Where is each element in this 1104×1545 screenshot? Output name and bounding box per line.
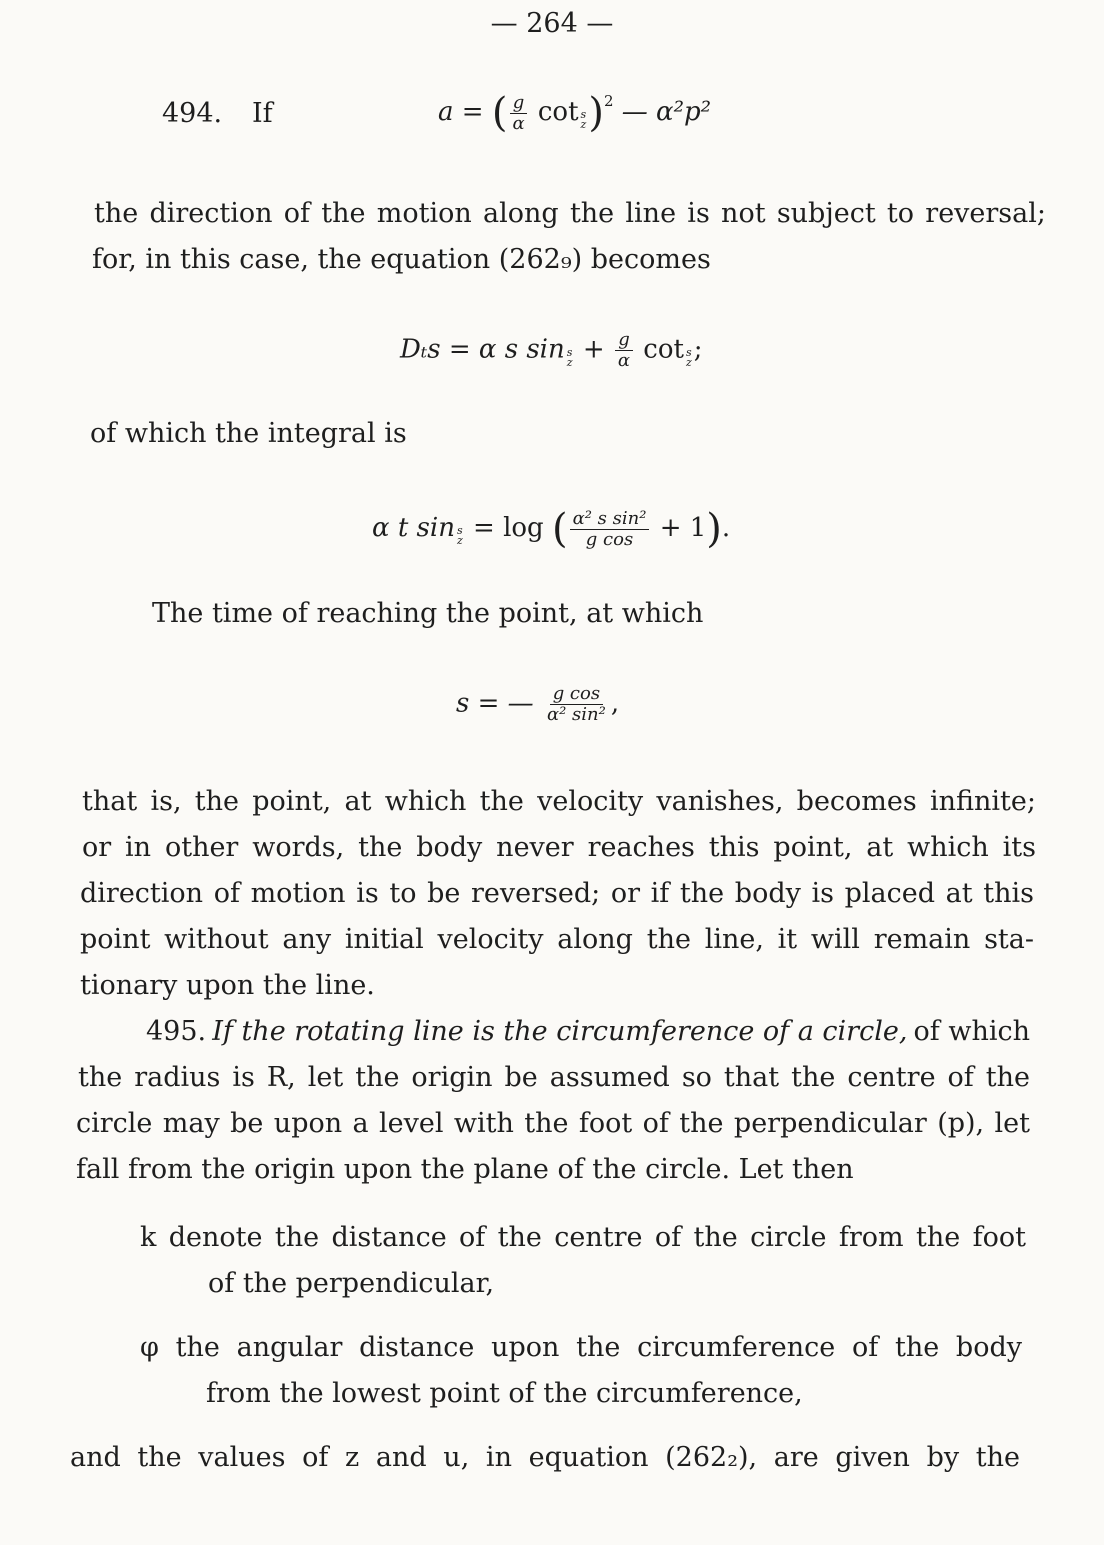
para1-line2: for, in this case, the equation (262₉) becomes xyxy=(92,244,711,275)
para4-line3: direction of motion is to be reversed; or if the body is placed at this xyxy=(80,878,1034,909)
para2: of which the integral is xyxy=(90,418,407,449)
section-495-line3: circle may be upon a level with the foot of the perpendicular (p), let xyxy=(76,1108,1030,1139)
equation-4 xyxy=(456,684,619,725)
eq3-s-over-z: s z xyxy=(456,524,463,547)
definition-phi-line1: φ the angular distance upon the circumference of the body xyxy=(140,1332,1022,1363)
eq1-tail: — α²p² xyxy=(621,97,712,127)
eq3-close-paren: ) xyxy=(706,506,722,552)
eq2-s-over-z-2: s z xyxy=(685,345,692,369)
eq1-lhs: a = xyxy=(438,97,484,127)
para4-line1: that is, the point, at which the velocity vanishes, becomes infinite; xyxy=(82,786,1036,817)
equation-2 xyxy=(400,330,703,371)
section-495-first-line xyxy=(146,1010,1030,1054)
para4-line4: point without any initial velocity along the line, it will remain sta- xyxy=(80,924,1034,955)
eq2-fraction: $\frac{g}{\alpha}$ xyxy=(615,330,633,371)
para3: The time of reaching the point, at which xyxy=(152,598,704,629)
definition-phi-line2: from the lowest point of the circumference, xyxy=(206,1378,803,1409)
section-495-italic-intro: If the rotating line is the circumference of a circle, xyxy=(212,1016,908,1047)
eq3-eq: = log xyxy=(473,513,544,543)
eq1-open-paren: ( xyxy=(491,90,508,136)
eq1-exp: 2 xyxy=(603,92,614,110)
eq3-lhs: α t sin xyxy=(372,513,455,543)
section-number-494: 494. xyxy=(162,98,223,129)
eq2-tail: cot xyxy=(643,334,684,365)
eq3-end: . xyxy=(721,513,731,543)
eq4-fraction: $\frac{\text{g cos}}{\text{α² sin²}}$ xyxy=(546,683,606,725)
eq2-plus: + xyxy=(582,334,605,365)
if-word: If xyxy=(252,98,273,129)
para4-line5: tionary upon the line. xyxy=(80,970,375,1001)
equation-1 xyxy=(438,90,711,136)
section-number-495: 495. xyxy=(146,1016,207,1047)
para1-line1: the direction of the motion along the line is not subject to reversal; xyxy=(94,198,1046,229)
section-495-line4: fall from the origin upon the plane of the circle. Let then xyxy=(76,1154,854,1185)
eq2-end: ; xyxy=(693,334,703,365)
section-495-line2: the radius is R, let the origin be assumed so that the centre of the xyxy=(78,1062,1030,1093)
eq1-func: cot xyxy=(537,97,579,127)
page-number: — 264 — xyxy=(490,8,614,39)
eq4-lhs: s = — xyxy=(456,688,534,719)
definition-k-line1: k denote the distance of the centre of the circle from the foot xyxy=(140,1222,1026,1253)
eq2-s-over-z: s z xyxy=(566,345,573,369)
eq2-lhs: Dₜs = α s sin xyxy=(400,334,565,365)
eq1-close-paren: ) xyxy=(588,90,604,136)
eq3-fraction: $\frac{\text{α² s sin²}}{\text{g cos}}$ xyxy=(570,509,650,550)
eq1-fraction: $\frac{g}{\alpha}$ xyxy=(509,93,527,134)
eq4-end: , xyxy=(610,688,620,719)
para4-line2: or in other words, the body never reaches this point, at which its xyxy=(82,832,1036,863)
eq3-open-paren: ( xyxy=(551,506,568,552)
section-495-line1-rest: of which xyxy=(913,1016,1030,1047)
eq1-s-over-z: s z xyxy=(580,108,587,131)
equation-3 xyxy=(372,506,730,552)
eq3-tail: + 1 xyxy=(659,513,707,543)
definition-k-line2: of the perpendicular, xyxy=(208,1268,495,1299)
last-line: and the values of z and u, in equation (262₂), are given by the xyxy=(70,1442,1020,1473)
